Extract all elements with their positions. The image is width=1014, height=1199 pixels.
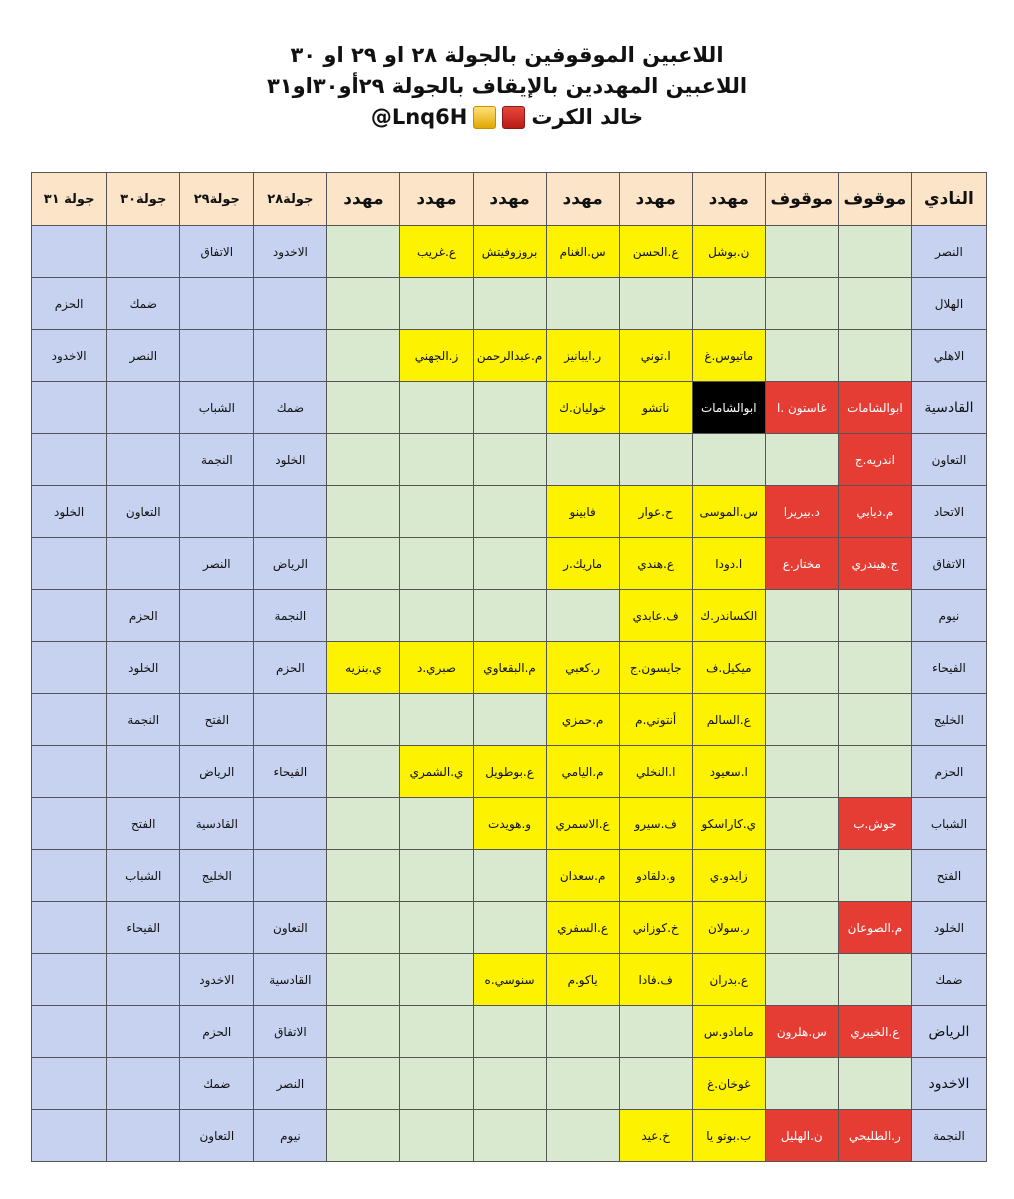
- round-opponent-cell: القادسية: [254, 954, 327, 1006]
- round-opponent-cell: النصر: [107, 330, 180, 382]
- threatened-player-cell: ع.الاسمري: [546, 798, 619, 850]
- header-suspended: موقوف: [838, 173, 911, 226]
- table-row: [32, 330, 987, 382]
- table-row: [32, 902, 987, 954]
- round-opponent-cell: [254, 798, 327, 850]
- threatened-player-cell: [327, 330, 400, 382]
- club-name: الاهلي: [911, 330, 986, 382]
- round-opponent-cell: [32, 642, 107, 694]
- table-row: [32, 1058, 987, 1110]
- threatened-player-cell: [327, 902, 400, 954]
- suspended-player-cell: [765, 746, 838, 798]
- round-opponent-cell: [107, 1058, 180, 1110]
- round-opponent-cell: [107, 1110, 180, 1162]
- threatened-player-cell: [473, 278, 546, 330]
- threatened-player-cell: [473, 902, 546, 954]
- threatened-player-cell: خوليان.ك: [546, 382, 619, 434]
- threatened-player-cell: [473, 1006, 546, 1058]
- red-square-icon: [502, 106, 525, 129]
- threatened-player-cell: ر.كعبي: [546, 642, 619, 694]
- threatened-player-cell: و.دلقادو: [619, 850, 692, 902]
- threatened-player-cell: [327, 590, 400, 642]
- suspended-player-cell: غاستون .ا: [765, 382, 838, 434]
- threatened-player-cell: [619, 278, 692, 330]
- header-threatened: مهدد: [692, 173, 765, 226]
- threatened-player-cell: خ.عيد: [619, 1110, 692, 1162]
- threatened-player-cell: [400, 590, 473, 642]
- header-round: جولة٣٠: [107, 173, 180, 226]
- title-block: [0, 40, 1014, 133]
- round-opponent-cell: [180, 642, 254, 694]
- club-name: الاتفاق: [911, 538, 986, 590]
- round-opponent-cell: ضمك: [254, 382, 327, 434]
- suspended-player-cell: [765, 590, 838, 642]
- threatened-player-cell: [400, 382, 473, 434]
- threatened-player-cell: [327, 798, 400, 850]
- threatened-player-cell: [473, 486, 546, 538]
- threatened-player-cell: سنوسي.ه: [473, 954, 546, 1006]
- threatened-player-cell: ف.سيرو: [619, 798, 692, 850]
- threatened-player-cell: م.سعدان: [546, 850, 619, 902]
- threatened-player-cell: [400, 1058, 473, 1110]
- suspended-player-cell: [765, 1058, 838, 1110]
- table-row: [32, 538, 987, 590]
- threatened-player-cell: [400, 1110, 473, 1162]
- threatened-player-cell: ر.سولان: [692, 902, 765, 954]
- table-row: [32, 954, 987, 1006]
- round-opponent-cell: [180, 486, 254, 538]
- round-opponent-cell: [254, 278, 327, 330]
- threatened-player-cell: [546, 434, 619, 486]
- header-threatened: مهدد: [473, 173, 546, 226]
- round-opponent-cell: الاخدود: [180, 954, 254, 1006]
- threatened-player-cell: ف.عابدي: [619, 590, 692, 642]
- round-opponent-cell: الاتفاق: [180, 226, 254, 278]
- threatened-player-cell: ي.بنزيه: [327, 642, 400, 694]
- title-line-threatened: اللاعبين المهددين بالإيقاف بالجولة ٢٩أو٣٠او٣١: [266, 74, 748, 98]
- threatened-player-cell: ماتيوس.غ: [692, 330, 765, 382]
- round-opponent-cell: الفيحاء: [254, 746, 327, 798]
- threatened-player-cell: [400, 278, 473, 330]
- threatened-player-cell: [327, 1058, 400, 1110]
- round-opponent-cell: [32, 1110, 107, 1162]
- author-line: [0, 102, 1014, 133]
- club-name: الرياض: [911, 1006, 986, 1058]
- suspended-player-cell: م.ديابي: [838, 486, 911, 538]
- threatened-player-cell: م.عبدالرحمن: [473, 330, 546, 382]
- round-opponent-cell: [107, 434, 180, 486]
- threatened-player-cell: مامادو.س: [692, 1006, 765, 1058]
- club-name: النصر: [911, 226, 986, 278]
- round-opponent-cell: الفيحاء: [107, 902, 180, 954]
- club-name: التعاون: [911, 434, 986, 486]
- threatened-player-cell: [692, 278, 765, 330]
- threatened-player-cell: [400, 434, 473, 486]
- round-opponent-cell: ضمك: [180, 1058, 254, 1110]
- threatened-player-cell: خ.كوزاني: [619, 902, 692, 954]
- threatened-player-cell: [400, 798, 473, 850]
- threatened-player-cell: صبري.د: [400, 642, 473, 694]
- threatened-player-cell: ر.ايبانيز: [546, 330, 619, 382]
- suspended-player-cell: [765, 434, 838, 486]
- club-name: الفيحاء: [911, 642, 986, 694]
- table-row: [32, 850, 987, 902]
- threatened-player-cell: [327, 434, 400, 486]
- round-opponent-cell: الخليج: [180, 850, 254, 902]
- round-opponent-cell: الحزم: [107, 590, 180, 642]
- round-opponent-cell: نيوم: [254, 1110, 327, 1162]
- round-opponent-cell: النصر: [254, 1058, 327, 1110]
- suspended-player-cell: [765, 642, 838, 694]
- round-opponent-cell: [32, 226, 107, 278]
- header-threatened: مهدد: [546, 173, 619, 226]
- threatened-player-cell: ع.هندي: [619, 538, 692, 590]
- threatened-player-cell: [400, 538, 473, 590]
- threatened-player-cell: أنتوني.م: [619, 694, 692, 746]
- header-threatened: مهدد: [619, 173, 692, 226]
- threatened-player-cell: ناتشو: [619, 382, 692, 434]
- round-opponent-cell: ضمك: [107, 278, 180, 330]
- threatened-player-cell: [546, 1006, 619, 1058]
- suspended-player-cell: ج.هيندري: [838, 538, 911, 590]
- round-opponent-cell: الرياض: [254, 538, 327, 590]
- suspended-player-cell: م.الصوعان: [838, 902, 911, 954]
- threatened-player-cell: ع.بدران: [692, 954, 765, 1006]
- suspension-table: [31, 172, 987, 1162]
- threatened-player-cell: [327, 1110, 400, 1162]
- threatened-player-cell: فابينو: [546, 486, 619, 538]
- threatened-player-cell: ع.بوطويل: [473, 746, 546, 798]
- round-opponent-cell: النجمة: [180, 434, 254, 486]
- threatened-player-cell: [327, 538, 400, 590]
- club-name: نيوم: [911, 590, 986, 642]
- threatened-player-cell: ا.سعيود: [692, 746, 765, 798]
- round-opponent-cell: [32, 850, 107, 902]
- threatened-player-cell: [327, 1006, 400, 1058]
- round-opponent-cell: [254, 486, 327, 538]
- suspended-player-cell: ن.الهليل: [765, 1110, 838, 1162]
- threatened-player-cell: [473, 850, 546, 902]
- round-opponent-cell: [107, 1006, 180, 1058]
- round-opponent-cell: الشباب: [107, 850, 180, 902]
- round-opponent-cell: [254, 330, 327, 382]
- threatened-player-cell: م.البقعاوي: [473, 642, 546, 694]
- suspended-player-cell: [765, 330, 838, 382]
- round-opponent-cell: الاتفاق: [254, 1006, 327, 1058]
- threatened-player-cell: [546, 278, 619, 330]
- threatened-player-cell: [327, 226, 400, 278]
- threatened-player-cell: [327, 746, 400, 798]
- threatened-player-cell: ع.غريب: [400, 226, 473, 278]
- threatened-player-cell: ي.الشمري: [400, 746, 473, 798]
- threatened-player-cell: ع.السالم: [692, 694, 765, 746]
- threatened-player-cell: ز.الجهني: [400, 330, 473, 382]
- suspended-player-cell: د.بيريرا: [765, 486, 838, 538]
- suspended-player-cell: [838, 642, 911, 694]
- suspended-player-cell: [765, 954, 838, 1006]
- threatened-player-cell: ن.بوشل: [692, 226, 765, 278]
- round-opponent-cell: [107, 538, 180, 590]
- round-opponent-cell: النجمة: [254, 590, 327, 642]
- round-opponent-cell: [180, 330, 254, 382]
- threatened-player-cell: [619, 434, 692, 486]
- round-opponent-cell: التعاون: [254, 902, 327, 954]
- table-row: [32, 590, 987, 642]
- threatened-player-cell: ي.كاراسكو: [692, 798, 765, 850]
- suspended-player-cell: [838, 1058, 911, 1110]
- threatened-player-cell: و.هويدت: [473, 798, 546, 850]
- suspended-player-cell: ابوالشامات: [838, 382, 911, 434]
- round-opponent-cell: [254, 850, 327, 902]
- suspended-player-cell: جوش.ب: [838, 798, 911, 850]
- table-row: [32, 642, 987, 694]
- header-threatened: مهدد: [327, 173, 400, 226]
- threatened-player-cell: [473, 694, 546, 746]
- club-name: القادسية: [911, 382, 986, 434]
- suspended-player-cell: [838, 278, 911, 330]
- table-row: [32, 382, 987, 434]
- threatened-player-cell: ف.فادا: [619, 954, 692, 1006]
- round-opponent-cell: [107, 382, 180, 434]
- threatened-player-cell: ب.بوتو يا: [692, 1110, 765, 1162]
- suspended-player-cell: [765, 278, 838, 330]
- round-opponent-cell: الحزم: [254, 642, 327, 694]
- threatened-player-cell: ياكو.م: [546, 954, 619, 1006]
- table-row: [32, 1110, 987, 1162]
- header-club: النادي: [911, 173, 986, 226]
- threatened-player-cell: [327, 278, 400, 330]
- threatened-player-cell: [400, 1006, 473, 1058]
- threatened-player-cell: [473, 434, 546, 486]
- suspended-player-cell: [765, 902, 838, 954]
- suspended-player-cell: [765, 798, 838, 850]
- threatened-player-cell: ا.دودا: [692, 538, 765, 590]
- threatened-player-cell: [327, 954, 400, 1006]
- round-opponent-cell: التعاون: [180, 1110, 254, 1162]
- club-name: الهلال: [911, 278, 986, 330]
- threatened-player-cell: جايسون.ج: [619, 642, 692, 694]
- threatened-player-cell: [546, 1110, 619, 1162]
- threatened-player-cell: [619, 1058, 692, 1110]
- table-row: [32, 746, 987, 798]
- threatened-player-cell: [473, 1110, 546, 1162]
- table-row: [32, 278, 987, 330]
- author-handle: @Lnq6H: [370, 105, 468, 129]
- suspended-player-cell: [765, 694, 838, 746]
- round-opponent-cell: الرياض: [180, 746, 254, 798]
- round-opponent-cell: [32, 902, 107, 954]
- suspended-player-cell: [838, 226, 911, 278]
- header-round: جولة٢٨: [254, 173, 327, 226]
- threatened-player-cell: [400, 694, 473, 746]
- threatened-player-cell: زايدو.ي: [692, 850, 765, 902]
- suspended-player-cell: مختار.ع: [765, 538, 838, 590]
- header-suspended: موقوف: [765, 173, 838, 226]
- threatened-player-cell: [400, 902, 473, 954]
- suspended-player-cell: [838, 590, 911, 642]
- table-row: [32, 486, 987, 538]
- round-opponent-cell: الخلود: [107, 642, 180, 694]
- threatened-player-cell: [327, 486, 400, 538]
- threatened-player-cell: [327, 382, 400, 434]
- table-row: [32, 694, 987, 746]
- threatened-player-cell: [327, 694, 400, 746]
- title-line-suspended: اللاعبين الموقوفين بالجولة ٢٨ او ٢٩ او ٣٠: [290, 43, 724, 67]
- club-name: الاخدود: [911, 1058, 986, 1110]
- suspended-player-cell: اندريه.ج: [838, 434, 911, 486]
- threatened-player-cell: ا.النخلي: [619, 746, 692, 798]
- round-opponent-cell: [180, 278, 254, 330]
- threatened-player-cell: بروزوفيتش: [473, 226, 546, 278]
- header-round: جولة ٣١: [32, 173, 107, 226]
- threatened-player-cell: [400, 486, 473, 538]
- round-opponent-cell: الشباب: [180, 382, 254, 434]
- round-opponent-cell: [32, 1058, 107, 1110]
- threatened-player-cell: [473, 382, 546, 434]
- threatened-player-cell: ابوالشامات: [692, 382, 765, 434]
- club-name: الشباب: [911, 798, 986, 850]
- threatened-player-cell: [619, 1006, 692, 1058]
- threatened-player-cell: س.الغنام: [546, 226, 619, 278]
- round-opponent-cell: [180, 902, 254, 954]
- round-opponent-cell: الفتح: [180, 694, 254, 746]
- suspended-player-cell: [838, 850, 911, 902]
- round-opponent-cell: الاخدود: [32, 330, 107, 382]
- threatened-player-cell: [692, 434, 765, 486]
- threatened-player-cell: [400, 850, 473, 902]
- threatened-player-cell: ا.توني: [619, 330, 692, 382]
- threatened-player-cell: غوخان.غ: [692, 1058, 765, 1110]
- round-opponent-cell: الحزم: [32, 278, 107, 330]
- table-row: [32, 226, 987, 278]
- suspended-player-cell: س.هلرون: [765, 1006, 838, 1058]
- threatened-player-cell: ع.السفري: [546, 902, 619, 954]
- threatened-player-cell: [327, 850, 400, 902]
- round-opponent-cell: [254, 694, 327, 746]
- round-opponent-cell: [32, 694, 107, 746]
- round-opponent-cell: [32, 954, 107, 1006]
- threatened-player-cell: ح.عوار: [619, 486, 692, 538]
- table-row: [32, 1006, 987, 1058]
- round-opponent-cell: النجمة: [107, 694, 180, 746]
- round-opponent-cell: [32, 798, 107, 850]
- round-opponent-cell: الاخدود: [254, 226, 327, 278]
- threatened-player-cell: ع.الحسن: [619, 226, 692, 278]
- club-name: ضمك: [911, 954, 986, 1006]
- suspended-player-cell: [838, 954, 911, 1006]
- round-opponent-cell: [32, 1006, 107, 1058]
- round-opponent-cell: النصر: [180, 538, 254, 590]
- round-opponent-cell: [32, 538, 107, 590]
- threatened-player-cell: الكساندر.ك: [692, 590, 765, 642]
- suspended-player-cell: ع.الخيبري: [838, 1006, 911, 1058]
- club-name: الخليج: [911, 694, 986, 746]
- round-opponent-cell: القادسية: [180, 798, 254, 850]
- round-opponent-cell: [32, 434, 107, 486]
- threatened-player-cell: م.حمزي: [546, 694, 619, 746]
- club-name: النجمة: [911, 1110, 986, 1162]
- threatened-player-cell: ميكيل.ف: [692, 642, 765, 694]
- yellow-square-icon: [473, 106, 496, 129]
- round-opponent-cell: [107, 954, 180, 1006]
- threatened-player-cell: س.الموسى: [692, 486, 765, 538]
- threatened-player-cell: [473, 538, 546, 590]
- header-row: [32, 173, 987, 226]
- suspended-player-cell: ر.الطليحي: [838, 1110, 911, 1162]
- suspended-player-cell: [838, 330, 911, 382]
- club-name: الحزم: [911, 746, 986, 798]
- suspended-player-cell: [765, 850, 838, 902]
- round-opponent-cell: [32, 590, 107, 642]
- round-opponent-cell: [107, 226, 180, 278]
- header-threatened: مهدد: [400, 173, 473, 226]
- threatened-player-cell: [546, 1058, 619, 1110]
- round-opponent-cell: [32, 746, 107, 798]
- round-opponent-cell: الفتح: [107, 798, 180, 850]
- club-name: الفتح: [911, 850, 986, 902]
- threatened-player-cell: [473, 1058, 546, 1110]
- round-opponent-cell: التعاون: [107, 486, 180, 538]
- round-opponent-cell: الخلود: [32, 486, 107, 538]
- suspended-player-cell: [765, 226, 838, 278]
- threatened-player-cell: ماريك.ر: [546, 538, 619, 590]
- round-opponent-cell: [180, 590, 254, 642]
- threatened-player-cell: [473, 590, 546, 642]
- suspended-player-cell: [838, 746, 911, 798]
- author-name: خالد الكرت: [531, 105, 644, 129]
- threatened-player-cell: [546, 590, 619, 642]
- suspended-player-cell: [838, 694, 911, 746]
- table-row: [32, 798, 987, 850]
- threatened-player-cell: م.اليامي: [546, 746, 619, 798]
- threatened-player-cell: [400, 954, 473, 1006]
- round-opponent-cell: الخلود: [254, 434, 327, 486]
- club-name: الخلود: [911, 902, 986, 954]
- club-name: الاتحاد: [911, 486, 986, 538]
- header-round: جولة٢٩: [180, 173, 254, 226]
- round-opponent-cell: الحزم: [180, 1006, 254, 1058]
- round-opponent-cell: [32, 382, 107, 434]
- round-opponent-cell: [107, 746, 180, 798]
- table-row: [32, 434, 987, 486]
